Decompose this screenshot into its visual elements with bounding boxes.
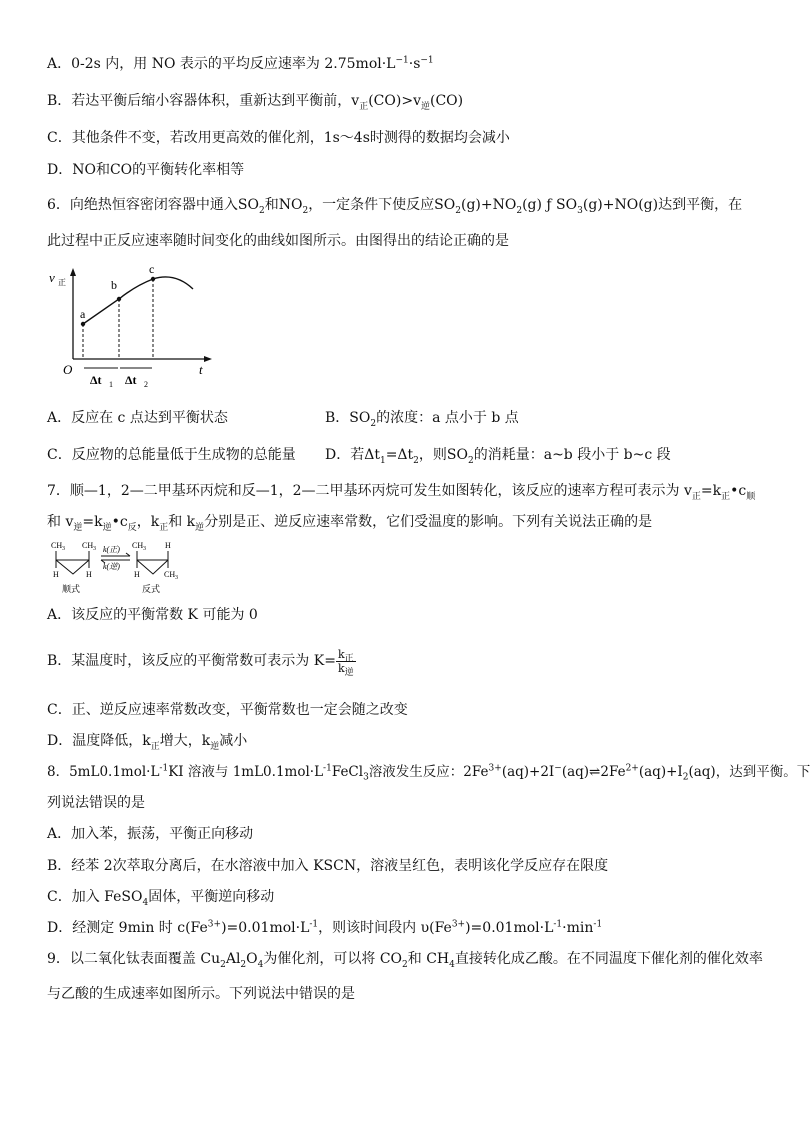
cis-h-right: H — [86, 570, 92, 579]
cis-h-left: H — [53, 570, 59, 579]
rate-curve — [83, 277, 193, 324]
q7-isomer-scheme — [46, 538, 196, 598]
cis-ch3-right: CH — [82, 541, 94, 550]
q7-option-a: A．该反应的平衡常数 K 可能为 0 — [47, 607, 258, 623]
cis-ch3-right-sub: 3 — [93, 546, 96, 552]
q8-option-c: C．加入 FeSO$_4$固体，平衡逆向移动 — [47, 889, 275, 908]
y-axis-arrow — [70, 268, 76, 276]
x-axis-label: t — [199, 362, 203, 377]
q7-stem-line1: 7．顺—1，2—二甲基环丙烷和反—1，2—二甲基环丙烷可发生如图转化，该反应的速率方程可表示为 $v_正=k_正•c_顺$ — [47, 483, 756, 502]
dt1-label: Δt — [90, 373, 102, 387]
q8-option-a: A．加入苯，振荡，平衡正向移动 — [47, 826, 254, 842]
trans-ch3-bottom-sub: 3 — [175, 575, 178, 581]
q8-stem-line1: 8．$5mL0.1mol\cdot L^{-1}KI$ 溶液与 $1mL0.1mol\cdot L^{-1}FeCl_3$溶液发生反应：$2Fe^{3+}(aq)+2I^-(aq)\rightleftharpoons 2Fe^{2+}(aq)+I_2(aq)$，达到平衡。下 — [47, 763, 810, 783]
q5-option-d: D．NO和CO的平衡转化率相等 — [47, 162, 245, 178]
cis-ring-top — [56, 551, 89, 574]
q9-stem-line1: 9．以二氧化钛表面覆盖 $Cu_2Al_2O_4$为催化剂，可以将 $CO_2$和 $CH_4$直接转化成乙酸。在不同温度下催化剂的催化效率 — [47, 951, 763, 970]
q7-stem-line2: 和 $v_逆=k_逆•c_反$，$k_正$和 $k_逆$分别是正、逆反应速率常数，它们受温度的影响。下列有关说法正确的是 — [47, 514, 653, 533]
q7-option-b: B．某温度时，该反应的平衡常数可表示为 K= $\frac{k_正}{k_逆}$ — [47, 647, 354, 678]
q5-option-b: B．若达平衡后缩小容器体积，重新达到平衡前，$v_正(CO)>v_逆(CO)$ — [47, 93, 464, 112]
q6-option-a: A．反应在 c 点达到平衡状态 — [47, 410, 228, 426]
y-axis-label: v — [49, 270, 55, 285]
q6-stem-line2: 此过程中正反应速率随时间变化的曲线如图所示。由图得出的结论正确的是 — [47, 233, 509, 249]
k-reverse-label: k(逆) — [103, 562, 120, 571]
q7-option-d: D．温度降低，$k_正$增大，$k_逆$减小 — [47, 733, 248, 752]
q8-option-b: B．经苯 2次萃取分离后，在水溶液中加入 KSCN，溶液呈红色，表明该化学反应存在限度 — [47, 858, 609, 874]
trans-label: 反式 — [142, 584, 161, 594]
trans-h-bottom: H — [134, 570, 140, 579]
dt2-label-sub: 2 — [144, 380, 148, 389]
point-b-label: b — [111, 278, 117, 292]
q6-option-d: D．若$\Delta t_1=\Delta t_2$，则$SO_2$的消耗量：a~b 段小于 b~c 段 — [325, 447, 671, 466]
q9-stem-line2: 与乙酸的生成速率如图所示。下列说法中错误的是 — [47, 986, 355, 1002]
q8-option-d: D．经测定 9min 时 $c(Fe^{3+})=0.01mol\cdot L^{-1}$，则该时间段内 $\upsilon(Fe^{3+})=0.01mol\cdot L^{-1}\cdot\min^{-1}$ — [47, 919, 603, 936]
trans-h-top: H — [165, 541, 171, 550]
dt1-label-sub: 1 — [109, 380, 113, 389]
trans-ch3-bottom: CH — [164, 570, 176, 579]
dt2-label: Δt — [125, 373, 137, 387]
k-ratio-fraction: $\frac{k_正}{k_逆}$ — [337, 647, 354, 678]
q6-option-b: B．$SO_2$的浓度：a 点小于 b 点 — [325, 410, 519, 429]
trans-ch3-left-sub: 3 — [143, 546, 146, 552]
point-c-label: c — [149, 262, 155, 276]
cis-label: 顺式 — [62, 584, 81, 594]
q5-option-c: C．其他条件不变，若改用更高效的催化剂，1s～4s时测得的数据均会减小 — [47, 130, 510, 146]
y-axis-label-sub: 正 — [58, 278, 66, 287]
q6-rate-graph — [40, 262, 220, 392]
point-a-label: a — [80, 307, 86, 321]
cis-ch3-left-sub: 3 — [62, 546, 65, 552]
x-axis-arrow — [204, 356, 212, 362]
q6-option-c: C．反应物的总能量低于生成物的总能量 — [47, 447, 296, 463]
q5-option-a: A．0-2s 内，用 NO 表示的平均反应速率为 $2.75mol\cdot L^{-1}\cdot s^{-1}$ — [47, 55, 434, 72]
cis-ch3-left: CH — [51, 541, 63, 550]
trans-ch3-left: CH — [132, 541, 144, 550]
k-forward-label: k(正) — [103, 545, 120, 554]
q8-stem-line2: 列说法错误的是 — [47, 795, 145, 811]
q6-stem-line1: 6．向绝热恒容密闭容器中通入$SO_2$和$NO_2$，一定条件下使反应$SO_2(g)+NO_2(g)$ ƒ $SO_3(g)+NO(g)$达到平衡，在 — [47, 197, 743, 216]
q7-option-c: C．正、逆反应速率常数改变，平衡常数也一定会随之改变 — [47, 702, 408, 718]
origin-label: O — [63, 362, 73, 377]
